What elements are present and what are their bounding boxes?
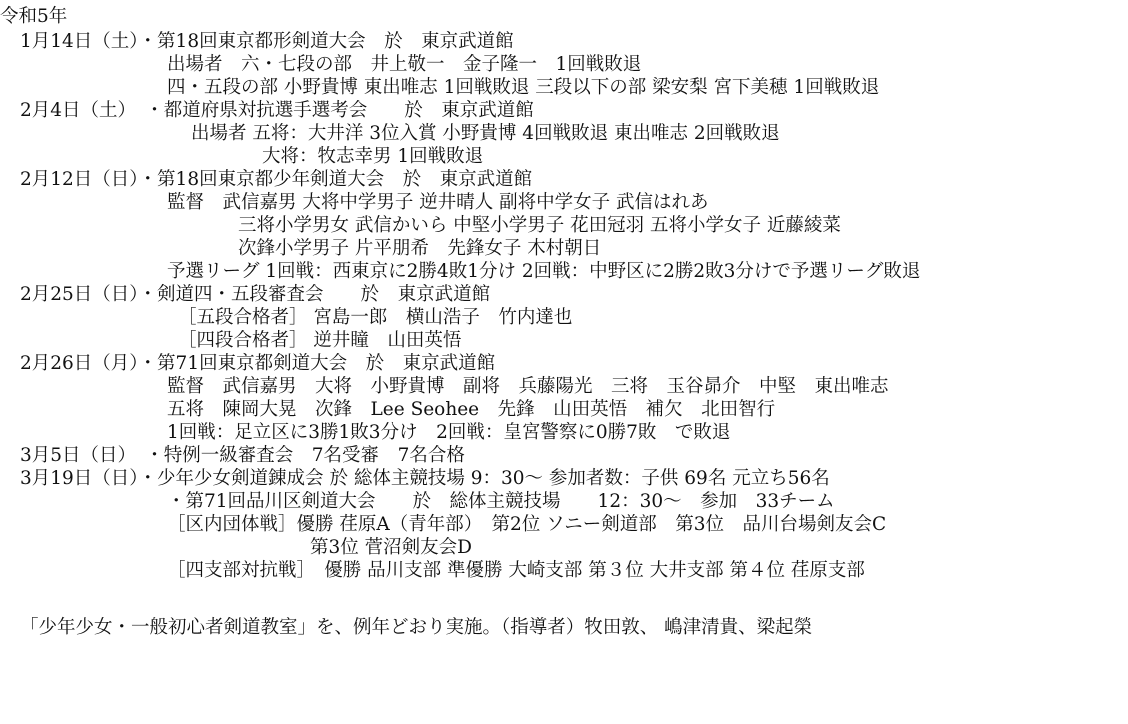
footer-note: 「少年少女・一般初心者剣道教室」を、例年どおり実施。（指導者）牧田敦、 嶋津清貴、梁起榮 [20,617,813,638]
entry-0114-results: 四・五段の部 小野貴博 東出唯志 1回戦敗退 三段以下の部 梁安梨 宮下美穂 1回戦敗退 [167,77,880,98]
entry-0319-shibu: ［四支部対抗戦］ 優勝 品川支部 準優勝 大崎支部 第３位 大井支部 第４位 荏原支部 [167,560,865,581]
entry-0319-event-2: ・第71回品川区剣道大会 於 総体主競技場 12：30～ 参加 33チーム [167,491,835,512]
entry-0305-event: 3月5日（日） ・特例一級審査会 7名受審 7名合格 [20,445,465,466]
entry-0212-team-3: 次鋒小学男子 片平朋希 先鋒女子 木村朝日 [238,238,602,259]
entry-0204-taisho: 大将：牧志幸男 1回戦敗退 [262,146,484,167]
entry-0212-results: 予選リーグ 1回戦：西東京に2勝4敗1分け 2回戦：中野区に2勝2敗3分けで予選リーグ敗退 [167,261,921,282]
entry-0319-kunai: ［区内団体戦］優勝 荏原A（青年部） 第2位 ソニー剣道部 第3位 品川台場剣友会C [167,514,887,535]
entry-0114-participants: 出場者 六・七段の部 井上敬一 金子隆一 1回戦敗退 [167,54,642,75]
entry-0204-event: 2月4日（土） ・都道府県対抗選手選考会 於 東京武道館 [20,100,534,121]
entry-0114-event: 1月14日（土）・第18回東京都形剣道大会 於 東京武道館 [20,31,514,52]
entry-0319-event-1: 3月19日（日）・少年少女剣道錬成会 於 総体主競技場 9：30～ 参加者数：子供 69名 元立ち56名 [20,468,830,489]
entry-0226-team-2: 五将 陳岡大晃 次鋒 Lee Seohee 先鋒 山田英悟 補欠 北田智行 [167,399,776,420]
entry-0225-godan: ［五段合格者］ 宮島一郎 横山浩子 竹内達也 [178,307,573,328]
entry-0212-event: 2月12日（日）・第18回東京都少年剣道大会 於 東京武道館 [20,169,533,190]
entry-0225-event: 2月25日（日）・剣道四・五段審査会 於 東京武道館 [20,284,491,305]
entry-0204-participants: 出場者 五将：大井洋 3位入賞 小野貴博 4回戦敗退 東出唯志 2回戦敗退 [191,123,780,144]
entry-0212-team-2: 三将小学男女 武信かいら 中堅小学男子 花田冠羽 五将小学女子 近藤綾菜 [238,215,841,236]
header-year: 令和5年 [0,6,68,27]
entry-0226-event: 2月26日（月）・第71回東京都剣道大会 於 東京武道館 [20,353,496,374]
entry-0226-team-1: 監督 武信嘉男 大将 小野貴博 副将 兵藤陽光 三将 玉谷昴介 中堅 東出唯志 [167,376,889,397]
entry-0212-team-1: 監督 武信嘉男 大将中学男子 逆井晴人 副将中学女子 武信はれあ [167,192,709,213]
entry-0319-kunai-3rd: 第3位 菅沼剣友会D [310,537,472,558]
entry-0225-yondan: ［四段合格者］ 逆井瞳 山田英悟 [178,330,462,351]
entry-0226-results: 1回戦：足立区に3勝1敗3分け 2回戦：皇宮警察に0勝7敗 で敗退 [167,422,731,443]
